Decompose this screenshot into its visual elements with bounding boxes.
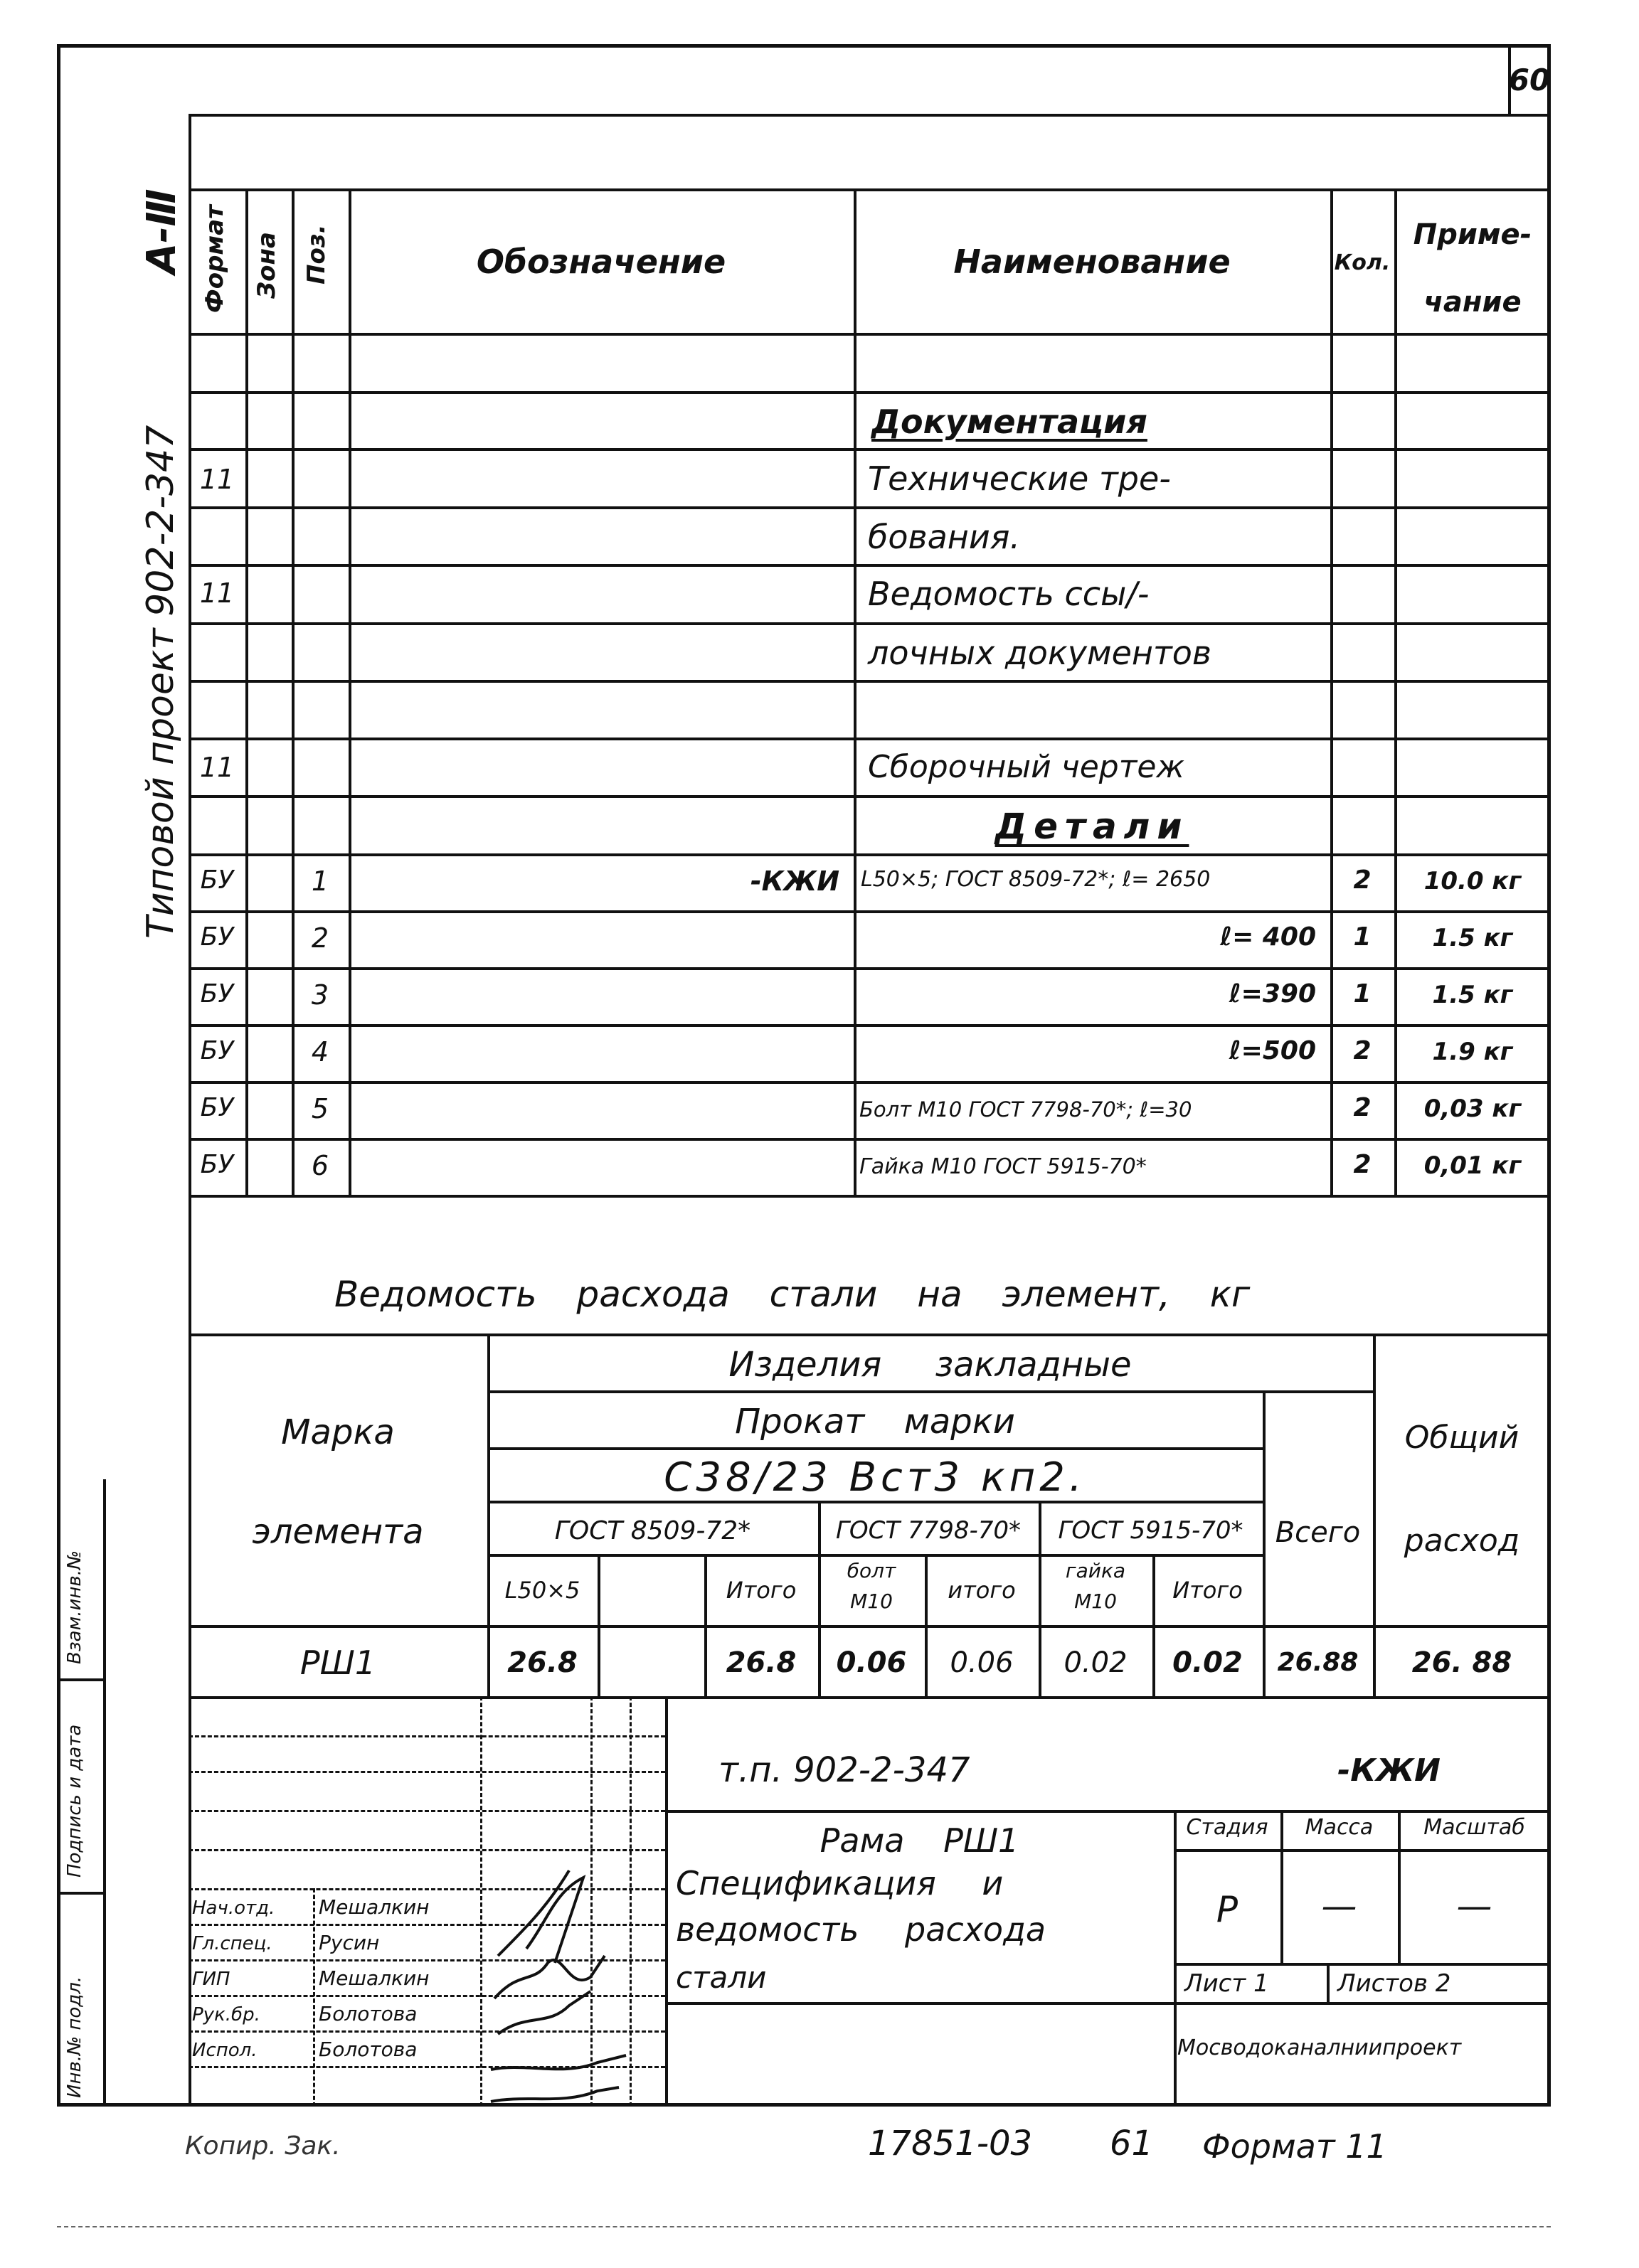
header-format: Формат [201,205,229,313]
spec-format-1: 11 [199,464,235,495]
spec-name-9: ℓ= 400 [1220,922,1316,952]
spec-note-13: 0,01 кг [1423,1151,1522,1180]
spec-note-10: 1.5 кг [1432,981,1513,1009]
tb-sheets: Листов 2 [1337,1969,1451,1998]
tb-org: Мосводоканалниипроект [1177,2035,1462,2060]
tb-person-1: Русин [319,1931,380,1954]
steel-products: Изделия закладные [728,1345,1132,1385]
spec-qty-13: 2 [1353,1150,1372,1179]
header-zone: Зона [253,232,281,299]
tb-title-2: Спецификация и [676,1864,1004,1902]
spec-name-10: ℓ=390 [1229,979,1316,1008]
steel-gost3: ГОСТ 5915-70* [1058,1516,1243,1545]
spec-format-9: БУ [200,922,234,952]
signature-marks [484,1849,676,2105]
tb-person-2: Мешалкин [319,1966,430,1990]
spec-format-3: 11 [199,577,235,609]
steel-gost2: ГОСТ 7798-70* [835,1516,1022,1545]
side-stamp-album: А-Ⅲ [139,188,185,274]
tb-role-2: ГИП [192,1969,230,1990]
spec-designation-8: -КЖИ [750,866,839,897]
spec-name-8: L50×5; ГОСТ 8509-72*; ℓ= 2650 [861,867,1211,892]
header-note-1: Приме- [1413,218,1532,251]
side-inv-dup: Взам.инв.№ [64,1550,85,1664]
spec-pos-8: 1 [311,866,329,897]
steel-row-itogo3: 0.02 [1172,1646,1243,1679]
tb-title-3: ведомость расхода [676,1910,1046,1949]
tb-stage: Р [1216,1889,1238,1930]
spec-qty-11: 2 [1353,1036,1372,1065]
tb-role-4: Испол. [192,2040,258,2061]
steel-grade: С38/23 Вст3 кп2. [664,1454,1086,1501]
tb-person-0: Мешалкин [319,1895,430,1919]
steel-sub-nut-1: гайка [1065,1559,1126,1582]
spec-note-8: 10.0 кг [1423,867,1522,895]
spec-format-8: БУ [200,866,234,895]
spec-name-7: Детали [994,806,1189,847]
spec-qty-12: 2 [1353,1093,1372,1122]
steel-title: Ведомость расхода стали на элемент, кг [334,1274,1251,1315]
spec-pos-11: 4 [311,1036,329,1068]
header-qty: Кол. [1334,250,1391,275]
spec-format-6: 11 [199,752,235,783]
tb-mass: — [1321,1885,1357,1927]
bottom-order: 17851-03 [868,2124,1033,2163]
bottom-format: Формат 11 [1202,2127,1387,2166]
steel-row-itogo1: 26.8 [726,1646,797,1679]
steel-sub-bolt-1: болт [847,1559,896,1582]
spec-name-3: Ведомость ссы/- [868,575,1150,613]
steel-overall-1: Общий [1404,1420,1519,1456]
steel-row-mark: РШ1 [299,1644,376,1682]
spec-name-6: Сборочный чертеж [868,749,1185,785]
steel-row-l50: 26.8 [507,1646,578,1679]
spec-pos-10: 3 [311,979,329,1011]
tb-person-4: Болотова [319,2038,418,2061]
tb-mass-label: Масса [1305,1815,1374,1840]
steel-mark-1: Марка [281,1412,395,1452]
spec-note-12: 0,03 кг [1423,1095,1522,1123]
steel-sub-itogo1: Итого [726,1577,797,1604]
tb-person-3: Болотова [319,2002,418,2025]
tb-sheet: Лист 1 [1184,1969,1269,1998]
spec-name-4: лочных документов [868,634,1212,672]
tb-stage-label: Стадия [1186,1815,1268,1840]
steel-row-itogo2: 0.06 [950,1646,1014,1679]
bottom-page: 61 [1110,2124,1154,2163]
spec-note-11: 1.9 кг [1432,1038,1513,1066]
steel-row-overall: 26. 88 [1411,1646,1512,1679]
tb-role-0: Нач.отд. [192,1897,275,1919]
spec-pos-9: 2 [311,922,329,954]
spec-name-0: Документация [871,403,1147,441]
spec-qty-9: 1 [1353,922,1372,952]
steel-sub-itogo3: Итого [1172,1577,1243,1604]
steel-mark-2: элемента [252,1512,424,1552]
tb-role-1: Гл.спец. [192,1933,272,1954]
tb-title-4: стали [676,1960,767,1995]
spec-name-2: бования. [868,518,1021,556]
steel-sub-itogo2: итого [948,1577,1016,1604]
side-inv-orig: Инв.№ подл. [64,1976,85,2098]
spec-format-13: БУ [200,1150,234,1179]
spec-note-9: 1.5 кг [1432,924,1513,952]
spec-name-12: Болт М10 ГОСТ 7798-70*; ℓ=30 [859,1097,1192,1122]
spec-format-10: БУ [200,979,234,1008]
side-stamp: Типовой проект 902-2-347 [139,425,182,939]
spec-format-11: БУ [200,1036,234,1065]
spec-pos-12: 5 [311,1093,329,1124]
header-designation: Обозначение [476,243,726,281]
steel-row-total: 26.88 [1277,1648,1359,1677]
steel-total-header: Всего [1275,1516,1361,1549]
spec-name-1: Технические тре- [868,459,1171,498]
sheet-number: 60 [1508,63,1551,97]
steel-sub-l50: L50×5 [504,1577,580,1604]
spec-name-13: Гайка М10 ГОСТ 5915-70* [859,1154,1147,1179]
bottom-copied: Копир. Зак. [185,2131,341,2161]
spec-name-11: ℓ=500 [1229,1036,1316,1065]
tb-title-1: Рама РШ1 [820,1821,1019,1860]
tb-role-3: Рук.бр. [192,2004,260,2025]
spec-qty-10: 1 [1353,979,1372,1008]
tb-scale-label: Масштаб [1423,1815,1525,1840]
spec-format-12: БУ [200,1093,234,1122]
steel-gost1: ГОСТ 8509-72* [554,1516,751,1545]
steel-overall-2: расход [1404,1523,1520,1559]
tb-code-suffix: -КЖИ [1337,1752,1441,1789]
tb-scale: — [1456,1885,1492,1927]
steel-sub-bolt-2: М10 [850,1590,893,1613]
header-name: Наименование [953,243,1231,281]
spec-pos-13: 6 [311,1150,329,1181]
header-pos: Поз. [302,224,331,284]
steel-sub-nut-2: М10 [1074,1590,1117,1613]
steel-row-bolt: 0.06 [836,1646,907,1679]
steel-row-nut: 0.02 [1064,1646,1128,1679]
side-sign-date: Подпись и дата [64,1724,85,1878]
header-note-2: чание [1423,286,1522,319]
spec-qty-8: 2 [1353,866,1372,895]
steel-rolled: Прокат марки [735,1402,1015,1442]
tb-code: т.п. 902-2-347 [718,1750,970,1790]
